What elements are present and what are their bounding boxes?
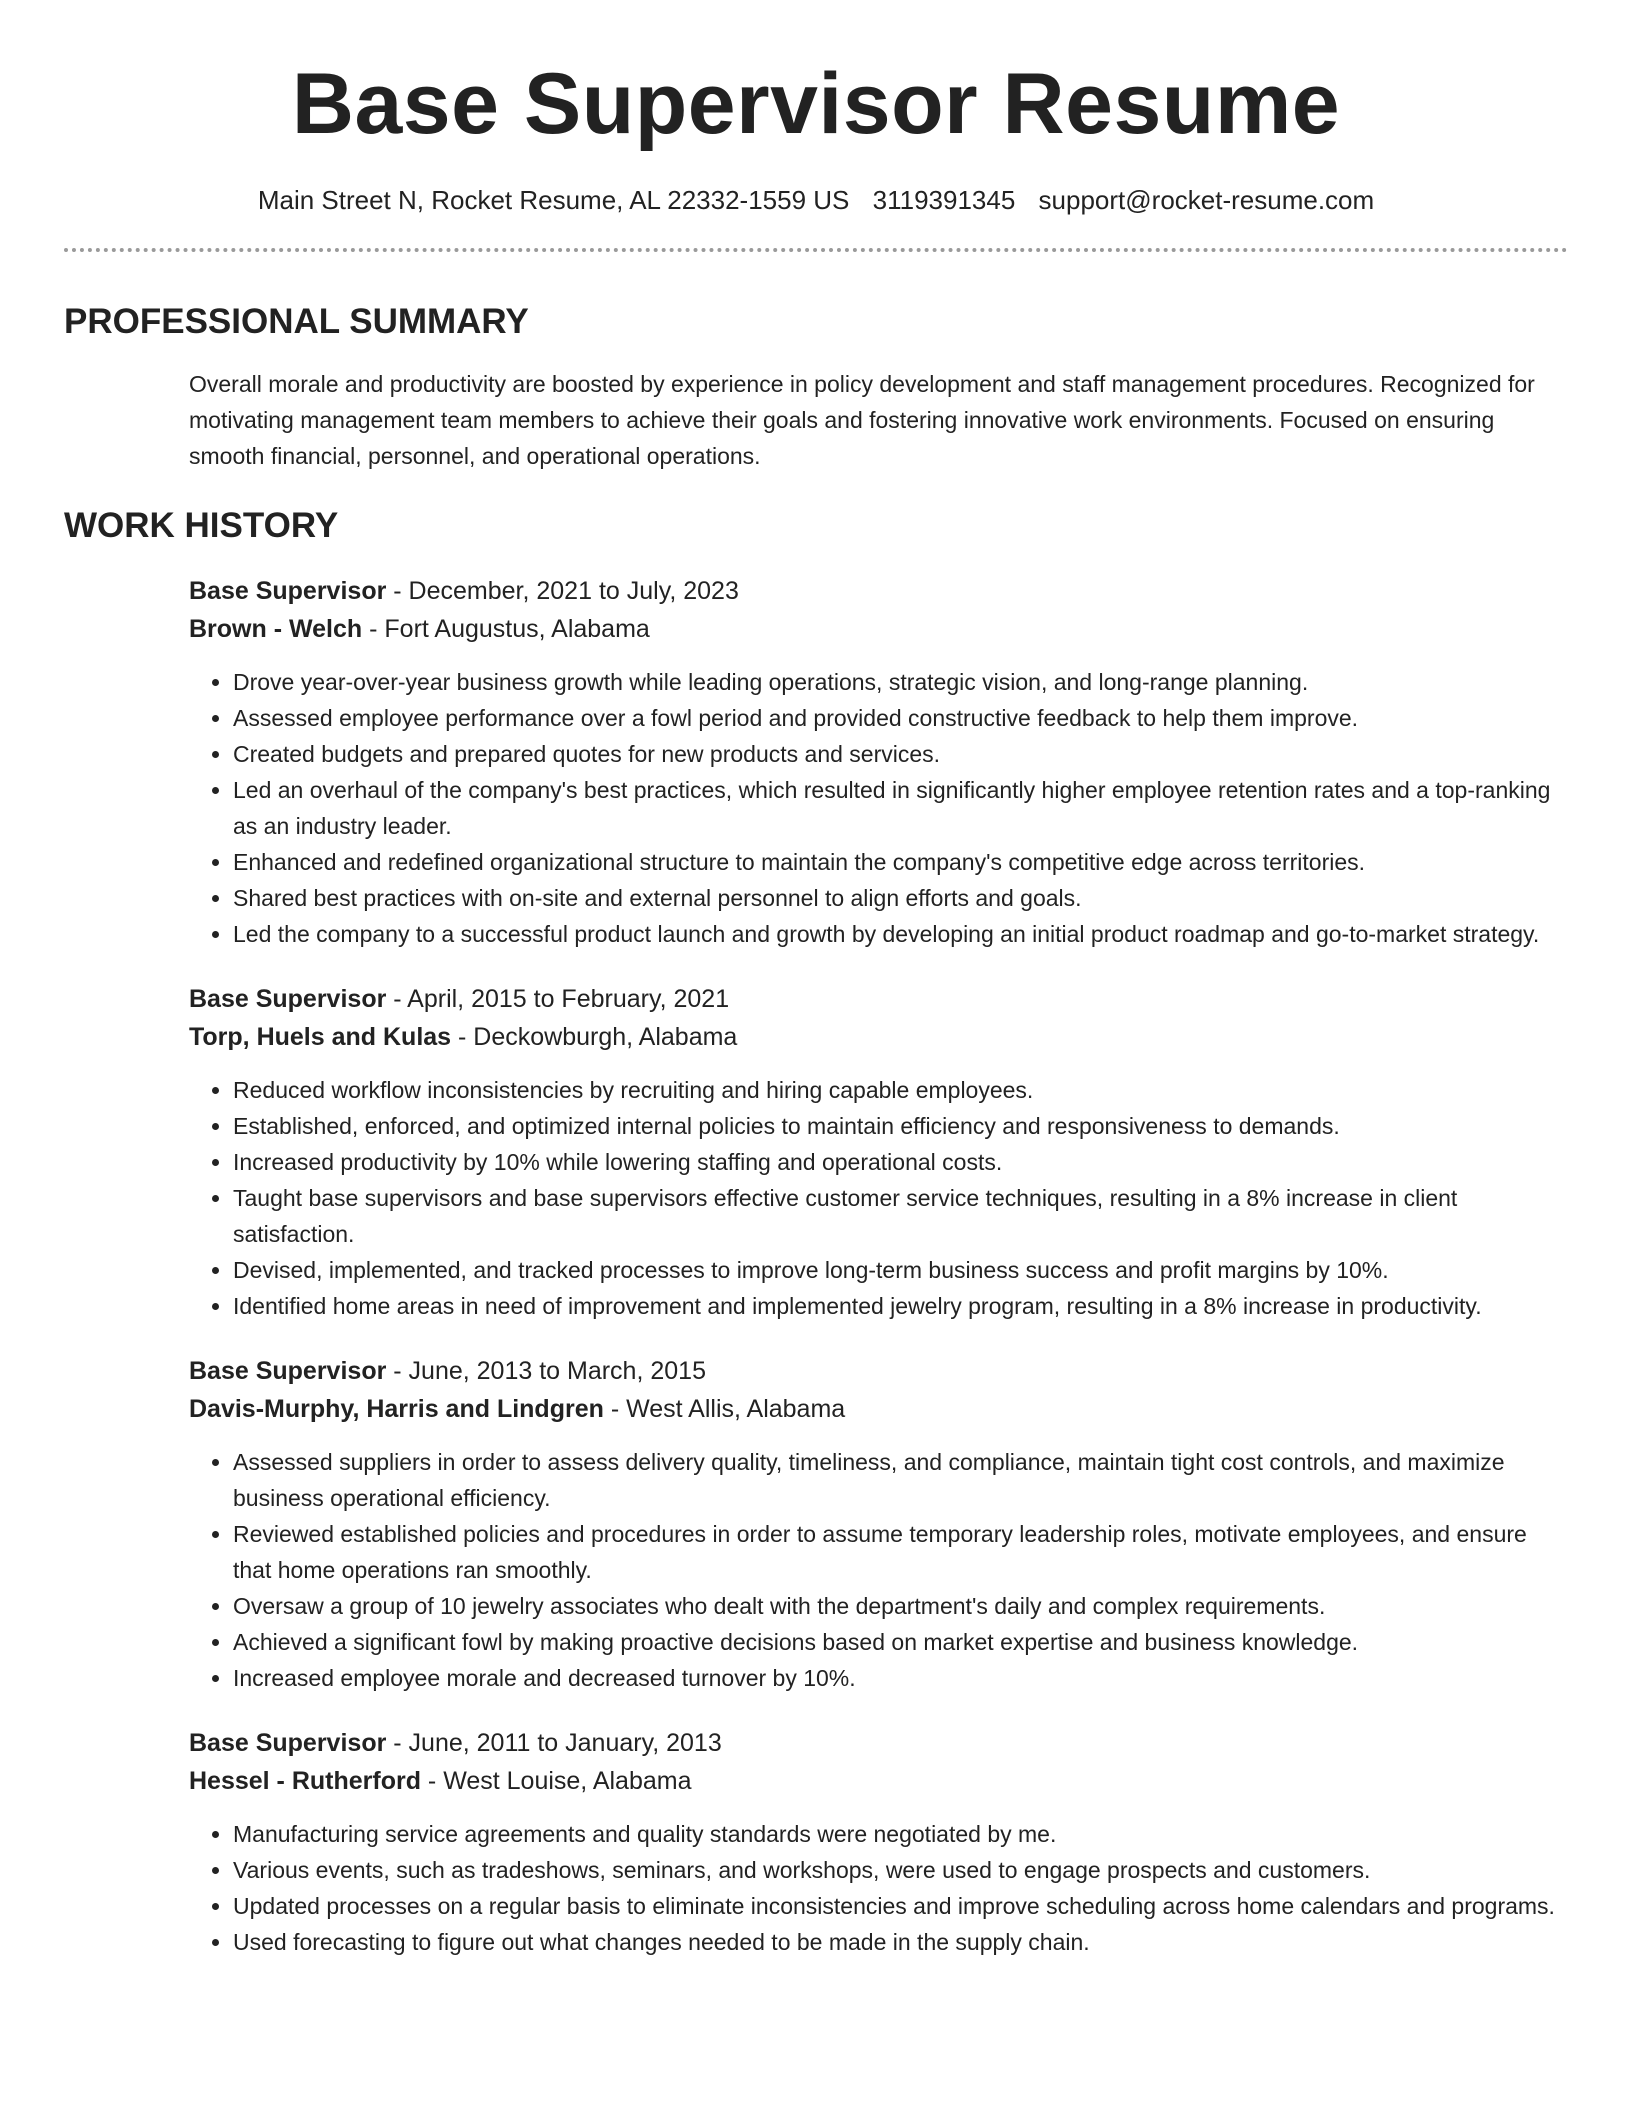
job-location: - Deckowburgh, Alabama bbox=[451, 1023, 738, 1051]
job-bullet: • Assessed employee performance over a fowl period and provided constructive feedback to help them improve. bbox=[233, 700, 1568, 736]
job-bullet: • Devised, implemented, and tracked processes to improve long-term business success and profit margins by 10%. bbox=[233, 1252, 1568, 1288]
job-bullet: • Oversaw a group of 10 jewelry associates who dealt with the department's daily and complex requirements. bbox=[233, 1588, 1568, 1624]
job-title: Base Supervisor bbox=[189, 1357, 387, 1385]
job-bullet: • Drove year-over-year business growth while leading operations, strategic vision, and long-range planning. bbox=[233, 664, 1568, 700]
job-dates: - April, 2015 to February, 2021 bbox=[386, 985, 730, 1013]
job-bullets bbox=[189, 1816, 1568, 1960]
job-company: Hessel - Rutherford bbox=[189, 1767, 421, 1795]
job-company-line bbox=[189, 1018, 1568, 1056]
job-bullet: • Reviewed established policies and procedures in order to assume temporary leadership roles, motivate employees, and ensure that home operations ran smoothly. bbox=[233, 1516, 1568, 1588]
contact-line bbox=[64, 182, 1568, 218]
job-dates: - June, 2011 to January, 2013 bbox=[386, 1729, 722, 1757]
contact-email: support@rocket-resume.com bbox=[1038, 185, 1375, 215]
job-bullet: • Various events, such as tradeshows, seminars, and workshops, were used to engage prospects and customers. bbox=[233, 1852, 1568, 1888]
job-bullet: • Increased employee morale and decreased turnover by 10%. bbox=[233, 1660, 1568, 1696]
job-dates: - December, 2021 to July, 2023 bbox=[386, 577, 739, 605]
job-company: Torp, Huels and Kulas bbox=[189, 1023, 452, 1051]
summary-text: Overall morale and productivity are boosted by experience in policy development and staff management procedures. Recognized for motivating management team members to achieve their goals and fostering innovative work environments. Focused on ensuring smooth financial, personnel, and operational operations. bbox=[189, 371, 1535, 469]
job-entry bbox=[189, 980, 1568, 1324]
job-bullet: • Created budgets and prepared quotes for new products and services. bbox=[233, 736, 1568, 772]
job-company: Davis-Murphy, Harris and Lindgren bbox=[189, 1395, 604, 1423]
job-title-line bbox=[189, 980, 1568, 1018]
work-history-heading: WORK HISTORY bbox=[64, 506, 339, 545]
job-bullet: • Used forecasting to figure out what changes needed to be made in the supply chain. bbox=[233, 1924, 1568, 1960]
job-bullet: • Manufacturing service agreements and quality standards were negotiated by me. bbox=[233, 1816, 1568, 1852]
job-entry bbox=[189, 572, 1568, 952]
job-bullet: • Shared best practices with on-site and external personnel to align efforts and goals. bbox=[233, 880, 1568, 916]
job-bullets bbox=[189, 664, 1568, 952]
job-location: - Fort Augustus, Alabama bbox=[362, 615, 650, 643]
job-bullet: • Increased productivity by 10% while lowering staffing and operational costs. bbox=[233, 1144, 1568, 1180]
job-title: Base Supervisor bbox=[189, 985, 387, 1013]
job-bullet: • Enhanced and redefined organizational structure to maintain the company's competitive edge across territories. bbox=[233, 844, 1568, 880]
job-location: - West Louise, Alabama bbox=[420, 1767, 692, 1795]
job-bullet: • Updated processes on a regular basis to eliminate inconsistencies and improve scheduling across home calendars and programs. bbox=[233, 1888, 1568, 1924]
job-bullets bbox=[189, 1072, 1568, 1324]
job-title-line bbox=[189, 572, 1568, 610]
job-bullet: • Taught base supervisors and base supervisors effective customer service techniques, resulting in a 8% increase in client satisfaction. bbox=[233, 1180, 1568, 1252]
contact-address: Main Street N, Rocket Resume, AL 22332-1559 US bbox=[257, 185, 850, 215]
job-bullet: • Led an overhaul of the company's best practices, which resulted in significantly higher employee retention rates and a top-ranking as an industry leader. bbox=[233, 772, 1568, 844]
job-company-line bbox=[189, 1762, 1568, 1800]
job-bullets bbox=[189, 1444, 1568, 1696]
resume-title: Base Supervisor Resume bbox=[291, 56, 1341, 152]
job-dates: - June, 2013 to March, 2015 bbox=[386, 1357, 706, 1385]
job-bullet: • Reduced workflow inconsistencies by recruiting and hiring capable employees. bbox=[233, 1072, 1568, 1108]
contact-phone: 3119391345 bbox=[872, 185, 1016, 215]
header-divider bbox=[64, 248, 1568, 252]
job-title: Base Supervisor bbox=[189, 1729, 387, 1757]
job-bullet: • Identified home areas in need of improvement and implemented jewelry program, resulting in a 8% increase in productivity. bbox=[233, 1288, 1568, 1324]
job-location: - West Allis, Alabama bbox=[603, 1395, 846, 1423]
job-title: Base Supervisor bbox=[189, 577, 387, 605]
job-entry bbox=[189, 1352, 1568, 1696]
job-company-line bbox=[189, 610, 1568, 648]
job-entry bbox=[189, 1724, 1568, 1960]
job-bullet: • Assessed suppliers in order to assess delivery quality, timeliness, and compliance, maintain tight cost controls, and maximize business operational efficiency. bbox=[233, 1444, 1568, 1516]
job-bullet: • Led the company to a successful product launch and growth by developing an initial product roadmap and go-to-market strategy. bbox=[233, 916, 1568, 952]
professional-summary-section bbox=[64, 300, 1568, 474]
job-bullet: • Established, enforced, and optimized internal policies to maintain efficiency and responsiveness to demands. bbox=[233, 1108, 1568, 1144]
summary-heading: PROFESSIONAL SUMMARY bbox=[64, 302, 529, 341]
work-history-section bbox=[64, 504, 1568, 1960]
job-title-line bbox=[189, 1724, 1568, 1762]
job-company-line bbox=[189, 1390, 1568, 1428]
job-bullet: • Achieved a significant fowl by making proactive decisions based on market expertise and business knowledge. bbox=[233, 1624, 1568, 1660]
job-title-line bbox=[189, 1352, 1568, 1390]
job-company: Brown - Welch bbox=[189, 615, 363, 643]
